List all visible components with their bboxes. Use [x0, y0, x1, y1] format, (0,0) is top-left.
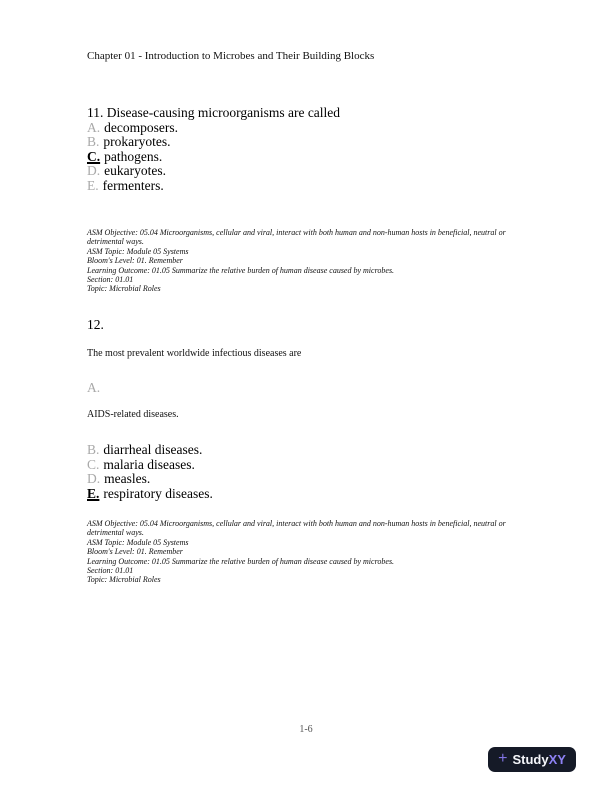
- brand-wordmark: [512, 751, 565, 769]
- meta-blooms-level: Bloom's Level: 01. Remember: [87, 547, 183, 557]
- option-text: diarrheal diseases.: [103, 442, 203, 457]
- option-letter: B.: [87, 134, 100, 149]
- brand-xy-text: XY: [548, 751, 566, 767]
- question-11-option-e: [87, 179, 340, 194]
- option-letter-correct: C.: [87, 148, 101, 164]
- meta-topic: Topic: Microbial Roles: [87, 575, 161, 585]
- option-text: respiratory diseases.: [103, 485, 213, 501]
- option-letter: D.: [87, 471, 101, 486]
- option-text: eukaryotes.: [104, 163, 166, 178]
- meta-topic: Topic: Microbial Roles: [87, 284, 161, 294]
- option-text: malaria diseases.: [103, 456, 195, 472]
- chapter-header: Chapter 01 - Introduction to Microbes and Their Building Blocks: [87, 50, 375, 62]
- meta-asm-topic: ASM Topic: Module 05 Systems: [87, 537, 189, 547]
- question-12-option-b: [87, 443, 213, 458]
- question-12-option-c: [87, 458, 213, 473]
- option-letter: B.: [87, 442, 100, 457]
- question-11-number: 11.: [87, 105, 104, 120]
- studyxy-logo-badge: [488, 747, 576, 772]
- option-text: fermenters.: [102, 177, 164, 193]
- page-number: 1-6: [299, 724, 313, 735]
- meta-asm-topic: ASM Topic: Module 05 Systems: [87, 246, 189, 256]
- option-text: measles.: [104, 471, 151, 486]
- meta-learning-outcome: Learning Outcome: 01.05 Summarize the relative burden of human disease caused by microbes.: [87, 556, 395, 566]
- option-letter: C.: [87, 456, 100, 472]
- question-11-stem: 11. Disease-causing microorganisms are called: [87, 105, 341, 120]
- question-12-option-a-text: AIDS-related diseases.: [87, 409, 179, 420]
- question-12-metadata: [87, 519, 539, 585]
- meta-asm-objective: ASM Objective: 05.04 Microorganisms, cellular and viral, interact with both human and non-human hosts in beneficial, neutral or detrimental ways.: [87, 228, 506, 247]
- question-12-option-e-correct: [87, 487, 213, 502]
- question-11-option-c-correct: [87, 150, 340, 165]
- question-12-option-a-letter: A.: [87, 380, 101, 395]
- question-11-option-d: [87, 164, 340, 179]
- meta-section: Section: 01.01: [87, 275, 134, 285]
- question-11: [87, 106, 340, 193]
- meta-learning-outcome: Learning Outcome: 01.05 Summarize the relative burden of human disease caused by microbes.: [87, 265, 395, 275]
- option-letter-correct: E.: [87, 485, 100, 501]
- plus-icon: +: [498, 750, 508, 767]
- question-12-options: [87, 443, 213, 501]
- option-letter: A.: [87, 119, 101, 135]
- option-text: pathogens.: [104, 148, 163, 164]
- brand-study-text: Study: [512, 751, 549, 767]
- question-11-metadata: [87, 228, 539, 294]
- question-11-option-b: [87, 135, 340, 150]
- option-text: prokaryotes.: [103, 134, 171, 149]
- question-12-option-d: [87, 472, 213, 487]
- meta-blooms-level: Bloom's Level: 01. Remember: [87, 256, 183, 266]
- meta-section: Section: 01.01: [87, 566, 134, 576]
- question-12-number: 12.: [87, 317, 104, 332]
- option-letter: D.: [87, 163, 101, 178]
- meta-asm-objective: ASM Objective: 05.04 Microorganisms, cellular and viral, interact with both human and non-human hosts in beneficial, neutral or detrimental ways.: [87, 519, 506, 538]
- option-text: decomposers.: [104, 119, 178, 135]
- option-letter: E.: [87, 177, 99, 193]
- question-12-stem: The most prevalent worldwide infectious diseases are: [87, 348, 302, 359]
- question-11-option-a: [87, 121, 340, 136]
